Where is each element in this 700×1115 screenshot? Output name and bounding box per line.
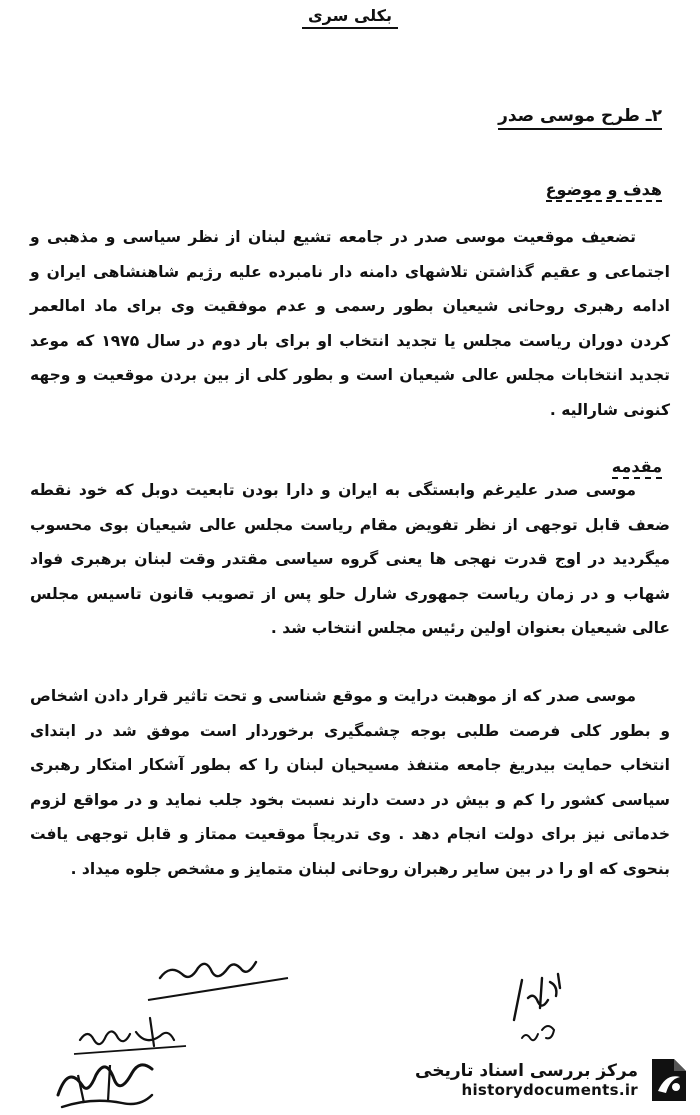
classification-stamp <box>0 6 700 29</box>
main-signature <box>50 1045 160 1115</box>
handwritten-date-signature <box>500 958 580 1048</box>
watermark-text <box>415 1061 638 1099</box>
handwritten-note-signature <box>140 948 290 1008</box>
paragraph-goal: تضعیف موقعیت موسی صدر در جامعه تشیع لبنان از نظر سیاسی و مذهبی و اجتماعی و عقیم گذاشتن تلاشهای دامنه دار نامبرده علیه رژیم شاهنشاهی ایران و ادامه رهبری روحانی شیعیان بطور رسمی و عدم موفقیت وی برای ماد امالعمر کردن دوران ریاست مجلس یا تجدید انتخاب او برای بار دوم در سال ۱۹۷۵ که موعد تجدید انتخابات مجلس عالی شیعیان است و بطور کلی از بین بردن موقعیت و وجهه کنونی شارالیه . <box>30 228 670 419</box>
watermark-url: historydocuments.ir <box>461 1081 638 1099</box>
heading-introduction: مقدمه <box>612 457 662 479</box>
paragraph-introduction-2: موسی صدر که از موهبت درایت و موقع شناسی و تحت تاثیر قرار دادن اشخاص و بطور کلی فرصت طلبی بوجه چشمگیری برخوردار است موفق شد در ابتدای انتخاب حمایت بیدریغ جامعه متنفذ مسیحیان لبنان را که بطور آشکار امتکار رهبری سیاسی کشور را کم و بیش در دست دارند نسبت بخود جلب نماید و در مواقع لزوم خدماتی نیز برای دولت انجام دهد . وی تدریجاً موقعیت ممتاز و قابل توجهی یافت بنحوی که او را در بین سایر رهبران روحانی لبنان متمایز و مشخص جلوه میداد . <box>30 687 670 878</box>
section-title: ۲ـ طرح موسی صدر <box>498 106 662 130</box>
document-center-logo-icon <box>646 1055 692 1105</box>
paragraph-introduction-1: موسی صدر علیرغم وابستگی به ایران و دارا بودن تابعیت دوبل که خود نقطه ضعف قابل توجهی از نظر تفویض مقام ریاست مجلس عالی شیعیان بوی محسوب میگردید در اوج قدرت نهجی ها یعنی گروه سیاسی مقتدر وقت لبنان برهبری فواد شهاب و در زمان ریاست جمهوری شارل حلو پس از تصویب قانون تاسیس مجلس عالی شیعیان بعنوان اولین رئیس مجلس انتخاب شد . <box>30 481 670 637</box>
classification-label: بکلی سری <box>302 6 398 29</box>
watermark-title: مرکز بررسی اسناد تاریخی <box>415 1061 638 1081</box>
watermark <box>415 1055 692 1105</box>
heading-goal: هدف و موضوع <box>546 180 662 202</box>
